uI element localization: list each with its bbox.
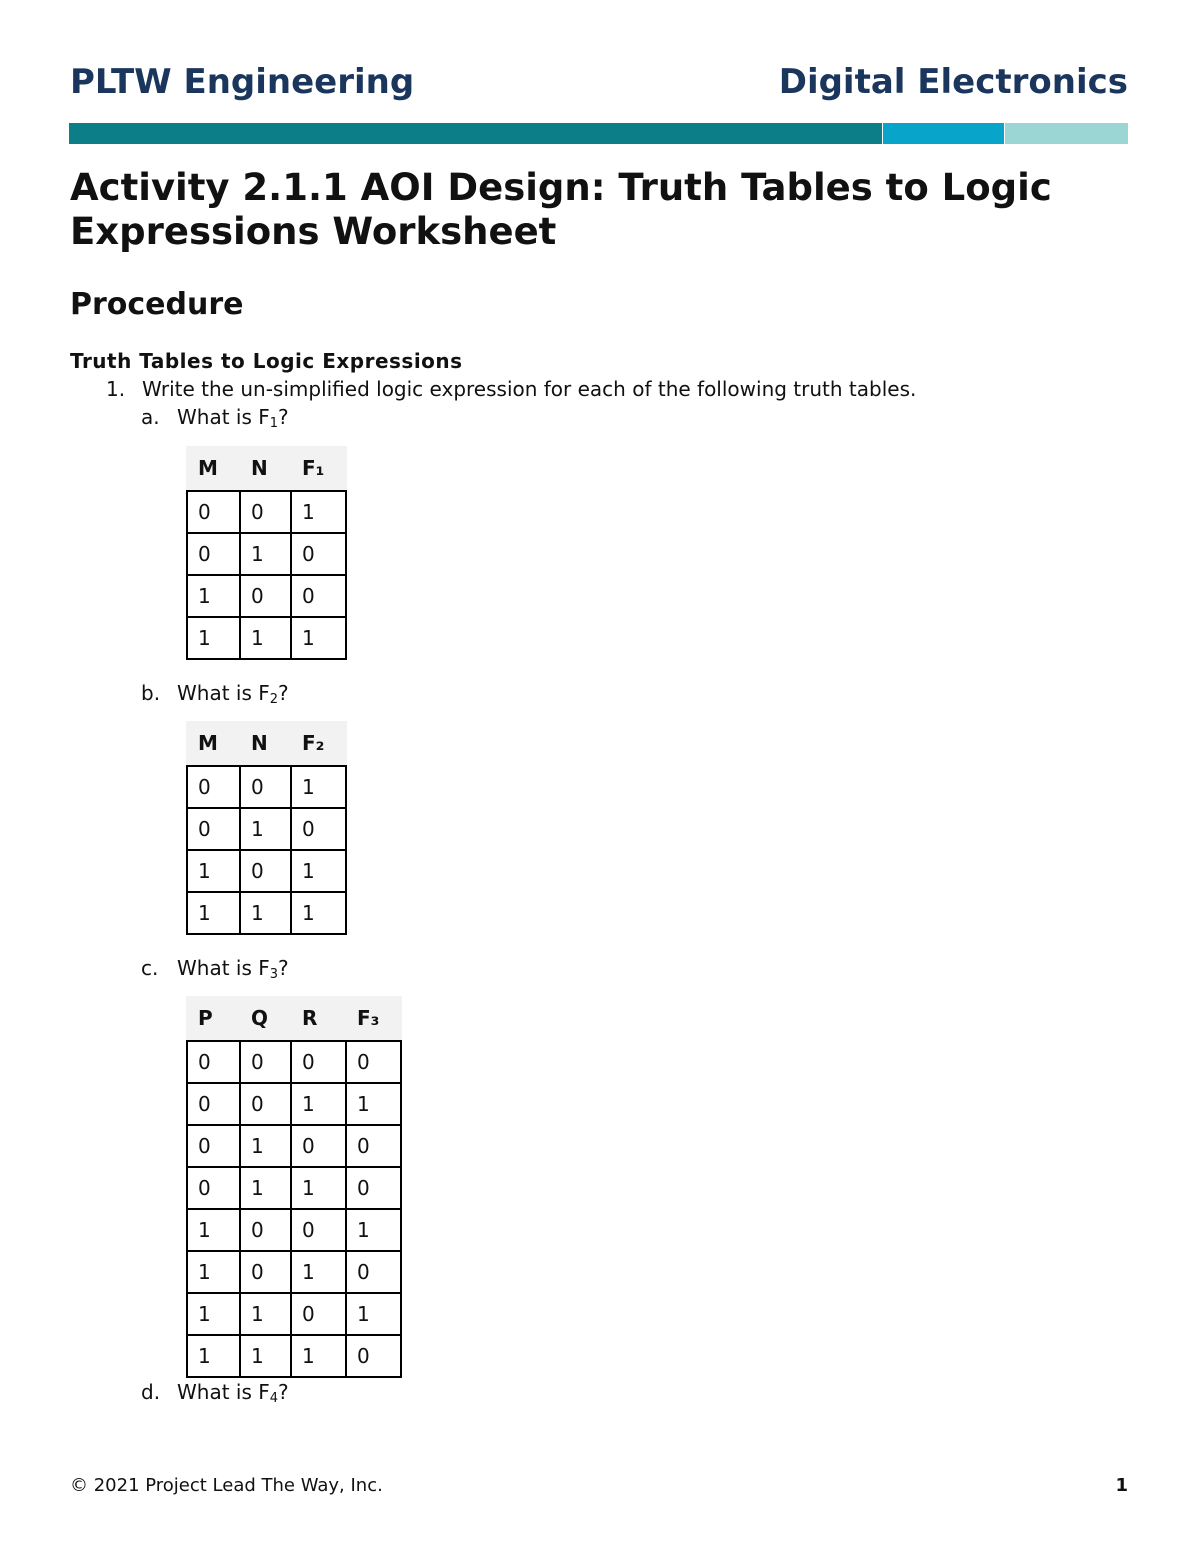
table-cell: 1 — [291, 491, 346, 533]
table-cell: 0 — [240, 575, 291, 617]
question-b-sub: 2 — [269, 692, 279, 707]
table-header-row — [186, 446, 347, 490]
truth-table-f2 — [186, 721, 347, 935]
table-cell: 0 — [187, 766, 240, 808]
table-cell: 1 — [240, 1125, 291, 1167]
table-row — [187, 1251, 401, 1293]
table-cell: 1 — [291, 617, 346, 659]
table-cell: 0 — [291, 1293, 346, 1335]
table-cell: 1 — [187, 1251, 240, 1293]
table-cell: 1 — [291, 1083, 346, 1125]
table-cell: 0 — [187, 533, 240, 575]
truth-table-f3 — [186, 996, 402, 1378]
table-cell: 1 — [240, 1293, 291, 1335]
table-row — [187, 1041, 401, 1083]
header-bar-dark — [69, 123, 882, 144]
table-cell: 0 — [187, 1167, 240, 1209]
table-header-row — [186, 721, 347, 765]
table-cell: 0 — [240, 850, 291, 892]
table-row — [187, 1209, 401, 1251]
question-b-letter: b. — [141, 681, 161, 705]
table-cell: 0 — [291, 1209, 346, 1251]
table-cell: 0 — [291, 533, 346, 575]
question-c — [177, 956, 289, 982]
table-header-cell: F₂ — [302, 731, 325, 755]
table-row — [187, 617, 346, 659]
table-cell: 1 — [291, 850, 346, 892]
table-header-cell: N — [251, 456, 268, 480]
table-cell: 1 — [187, 850, 240, 892]
table-header-cell: Q — [251, 1006, 269, 1030]
question-d-prefix: What is F — [177, 1380, 270, 1404]
header-bar-light — [1005, 123, 1128, 144]
header-course: PLTW Engineering — [70, 62, 415, 102]
question-d-suffix: ? — [278, 1380, 289, 1404]
header-subject: Digital Electronics — [778, 62, 1128, 102]
table-cell: 0 — [240, 766, 291, 808]
table-row — [187, 1335, 401, 1377]
table-cell: 1 — [291, 1167, 346, 1209]
question-b-suffix: ? — [278, 681, 289, 705]
table-cell: 1 — [291, 892, 346, 934]
table-cell: 1 — [187, 1335, 240, 1377]
question-c-letter: c. — [141, 956, 159, 980]
table-header-cell: F₁ — [302, 456, 325, 480]
table-cell: 1 — [240, 808, 291, 850]
question-a-prefix: What is F — [177, 405, 270, 429]
table-header-cell: M — [198, 731, 218, 755]
table-cell: 1 — [240, 533, 291, 575]
table-row — [187, 491, 346, 533]
question-c-sub: 3 — [269, 967, 279, 982]
table-cell: 1 — [187, 1293, 240, 1335]
table-row — [187, 1125, 401, 1167]
question-c-suffix: ? — [278, 956, 289, 980]
question-c-prefix: What is F — [177, 956, 270, 980]
table-cell: 0 — [291, 1041, 346, 1083]
table-row — [187, 1167, 401, 1209]
page-number: 1 — [1115, 1475, 1128, 1496]
question-d — [177, 1380, 289, 1406]
table-cell: 0 — [240, 1041, 291, 1083]
table-cell: 1 — [346, 1209, 401, 1251]
table-cell: 0 — [240, 1083, 291, 1125]
table-row — [187, 808, 346, 850]
truth-table-body — [186, 765, 347, 935]
truth-table-body — [186, 490, 347, 660]
question-a-letter: a. — [141, 405, 160, 429]
table-cell: 1 — [187, 617, 240, 659]
table-cell: 0 — [187, 491, 240, 533]
step-number: 1. — [106, 377, 126, 401]
table-cell: 0 — [291, 1125, 346, 1167]
header-bar-mid — [883, 123, 1004, 144]
table-cell: 0 — [240, 491, 291, 533]
step-instruction: Write the un-simplified logic expression for each of the following truth tables. — [142, 377, 917, 401]
question-a-sub: 1 — [269, 416, 279, 431]
table-cell: 0 — [187, 1125, 240, 1167]
table-header-cell: M — [198, 456, 218, 480]
table-cell: 0 — [240, 1209, 291, 1251]
table-row — [187, 850, 346, 892]
table-row — [187, 1293, 401, 1335]
table-cell: 1 — [187, 892, 240, 934]
table-cell: 1 — [187, 575, 240, 617]
page-title: Activity 2.1.1 AOI Design: Truth Tables to Logic Expressions Worksheet — [70, 166, 1052, 253]
footer-copyright: © 2021 Project Lead The Way, Inc. — [70, 1475, 383, 1496]
table-cell: 0 — [346, 1041, 401, 1083]
table-cell: 1 — [346, 1293, 401, 1335]
truth-table-body — [186, 1040, 402, 1378]
table-row — [187, 575, 346, 617]
table-row — [187, 766, 346, 808]
question-d-letter: d. — [141, 1380, 161, 1404]
table-header-row — [186, 996, 402, 1040]
question-b-prefix: What is F — [177, 681, 270, 705]
table-cell: 0 — [240, 1251, 291, 1293]
table-cell: 1 — [291, 766, 346, 808]
table-cell: 1 — [346, 1083, 401, 1125]
table-cell: 1 — [240, 1335, 291, 1377]
subheading: Truth Tables to Logic Expressions — [70, 349, 463, 373]
table-cell: 0 — [346, 1335, 401, 1377]
table-cell: 0 — [291, 575, 346, 617]
table-cell: 0 — [346, 1125, 401, 1167]
table-row — [187, 1083, 401, 1125]
section-heading: Procedure — [70, 287, 244, 322]
table-row — [187, 892, 346, 934]
table-cell: 0 — [346, 1167, 401, 1209]
question-a — [177, 405, 289, 431]
table-cell: 0 — [291, 808, 346, 850]
table-cell: 0 — [187, 1083, 240, 1125]
question-d-sub: 4 — [269, 1391, 279, 1406]
question-a-suffix: ? — [278, 405, 289, 429]
table-cell: 1 — [291, 1251, 346, 1293]
table-cell: 0 — [346, 1251, 401, 1293]
table-header-cell: F₃ — [357, 1006, 380, 1030]
truth-table-f1 — [186, 446, 347, 660]
question-b — [177, 681, 289, 707]
table-cell: 1 — [240, 1167, 291, 1209]
table-cell: 1 — [291, 1335, 346, 1377]
table-cell: 1 — [240, 892, 291, 934]
table-cell: 1 — [240, 617, 291, 659]
table-cell: 0 — [187, 808, 240, 850]
table-row — [187, 533, 346, 575]
table-header-cell: P — [198, 1006, 213, 1030]
table-header-cell: R — [302, 1006, 318, 1030]
table-cell: 1 — [187, 1209, 240, 1251]
table-header-cell: N — [251, 731, 268, 755]
table-cell: 0 — [187, 1041, 240, 1083]
